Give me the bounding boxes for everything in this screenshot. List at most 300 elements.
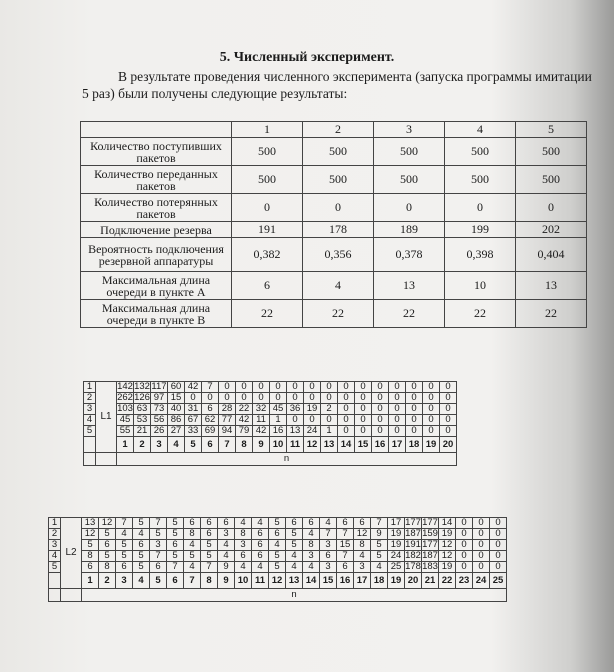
grid-cell: 5 (269, 551, 286, 562)
index-cell: 2 (134, 437, 151, 453)
intro-paragraph: В результате проведения численного эксперимента (запуска программы имитации 5 раз) были получены следующие результаты: (82, 69, 592, 101)
grid-cell: 6 (201, 518, 218, 529)
results-header-row (81, 122, 587, 138)
results-row-label: Вероятность подключения резервной аппаратуры (81, 238, 232, 272)
grid-cell: 6 (286, 518, 303, 529)
grid-cell: 262 (117, 392, 133, 403)
grid-cell: 0 (456, 529, 473, 540)
results-row-label: Количество поступивших пакетов (81, 138, 232, 166)
grid-axis-row (84, 453, 457, 466)
grid-cell: 0 (473, 518, 490, 529)
grid-cell: 8 (303, 540, 320, 551)
grid-cell: 4 (286, 551, 303, 562)
grid-cell: 182 (405, 550, 421, 561)
results-cell: 500 (232, 138, 303, 166)
run-number: 3 (49, 540, 61, 551)
grid-cell: 7 (150, 551, 167, 562)
index-cell: 18 (406, 437, 423, 453)
grid-cell: 4 (184, 540, 201, 551)
grid-cell: 117 (151, 381, 167, 392)
grid-row (84, 382, 457, 393)
results-row (81, 138, 587, 166)
grid-cell: 0 (473, 529, 490, 540)
grid-cell: 0 (440, 426, 457, 437)
results-cell: 0,398 (445, 238, 516, 272)
grid-cell: 13 (287, 426, 304, 437)
grid-cell: 0 (490, 551, 507, 562)
results-cell: 22 (303, 300, 374, 328)
run-number: 5 (84, 426, 96, 437)
index-cell: 6 (167, 573, 184, 589)
grid-cell: 5 (99, 551, 116, 562)
results-cell: 22 (516, 300, 587, 328)
grid-cell: 0 (372, 426, 389, 437)
grid-cell: 24 (388, 551, 405, 562)
grid-cell: 4 (286, 562, 303, 573)
grid-cell: 73 (151, 404, 168, 415)
index-cell: 17 (389, 437, 406, 453)
grid-cell: 5 (99, 529, 116, 540)
grid-cell: 5 (167, 518, 184, 529)
results-cell: 199 (445, 222, 516, 238)
grid-cell: 0 (372, 404, 389, 415)
grid-cell: 0 (490, 562, 507, 573)
grid-cell: 0 (236, 393, 253, 404)
grid-cell: 32 (253, 404, 270, 415)
grid-cell: 4 (371, 562, 388, 573)
grid-cell: 6 (184, 518, 201, 529)
results-cell: 500 (232, 166, 303, 194)
results-row-label: Количество переданных пакетов (81, 166, 232, 194)
grid-cell: 0 (287, 415, 304, 426)
grid-cell: 6 (320, 551, 337, 562)
index-cell: 5 (150, 573, 167, 589)
grid-cell: 0 (406, 426, 423, 437)
grid-cell: 6 (201, 529, 218, 540)
grid-cell: 15 (168, 393, 185, 404)
grid-cell: 177 (422, 517, 438, 528)
index-cell: 22 (439, 573, 456, 589)
grid-cell: 4 (252, 518, 269, 529)
grid-cell: 4 (218, 540, 235, 551)
grid-cell: 0 (389, 415, 406, 426)
grid-cell: 55 (117, 426, 134, 437)
grid-axis-row (49, 589, 507, 602)
grid-cell: 53 (134, 415, 151, 426)
grid-cell: 7 (116, 518, 133, 529)
axis-spacer-cell (61, 589, 82, 602)
grid-cell: 5 (286, 540, 303, 551)
grid-cell: 191 (405, 539, 421, 550)
grid-cell: 0 (423, 404, 440, 415)
axis-label: n (82, 589, 507, 602)
grid-cell: 0 (338, 426, 355, 437)
results-column-header: 1 (232, 122, 303, 138)
results-cell: 0 (232, 194, 303, 222)
grid-cell: 177 (405, 517, 421, 528)
results-row-label: Количество потерянных пакетов (81, 194, 232, 222)
grid-cell: 0 (423, 415, 440, 426)
grid-cell: 0 (440, 382, 457, 393)
grid-cell: 5 (116, 540, 133, 551)
grid-cell: 0 (456, 562, 473, 573)
run-number: 3 (84, 404, 96, 415)
grid-cell: 4 (116, 529, 133, 540)
index-cell: 4 (168, 437, 185, 453)
queue-table-l2 (48, 517, 507, 602)
grid-cell: 0 (406, 393, 423, 404)
grid-cell: 42 (253, 426, 270, 437)
grid-cell: 9 (371, 529, 388, 540)
grid-cell: 0 (440, 393, 457, 404)
results-cell: 0 (516, 194, 587, 222)
grid-cell: 36 (287, 404, 304, 415)
grid-cell: 14 (439, 518, 456, 529)
grid-cell: 40 (168, 404, 185, 415)
grid-cell: 19 (388, 529, 405, 540)
grid-cell: 5 (167, 551, 184, 562)
grid-cell: 12 (439, 551, 456, 562)
grid-cell: 4 (303, 529, 320, 540)
grid-cell: 28 (219, 404, 236, 415)
index-cell: 4 (133, 573, 150, 589)
grid-cell: 4 (235, 562, 252, 573)
grid-cell: 3 (150, 540, 167, 551)
grid-cell: 0 (355, 426, 372, 437)
grid-cell: 45 (270, 404, 287, 415)
index-cell: 9 (218, 573, 235, 589)
grid-cell: 7 (337, 551, 354, 562)
grid-cell: 7 (320, 529, 337, 540)
grid-cell: 4 (354, 551, 371, 562)
grid-cell: 6 (116, 562, 133, 573)
grid-cell: 0 (406, 404, 423, 415)
series-label: L2 (61, 518, 82, 589)
grid-cell: 5 (133, 518, 150, 529)
results-cell: 22 (374, 300, 445, 328)
grid-cell: 0 (355, 404, 372, 415)
grid-cell: 19 (439, 562, 456, 573)
index-corner-cell (49, 573, 61, 589)
grid-row (84, 415, 457, 426)
grid-cell: 142 (117, 381, 133, 392)
results-cell: 189 (374, 222, 445, 238)
axis-corner-cell (84, 453, 96, 466)
grid-row (49, 540, 507, 551)
grid-row (84, 393, 457, 404)
grid-cell: 67 (185, 415, 202, 426)
grid-cell: 3 (320, 562, 337, 573)
grid-cell: 0 (202, 393, 219, 404)
grid-cell: 4 (184, 562, 201, 573)
grid-cell: 7 (202, 382, 219, 393)
index-cell: 7 (219, 437, 236, 453)
grid-cell: 5 (150, 529, 167, 540)
grid-cell: 0 (490, 529, 507, 540)
grid-cell: 6 (252, 551, 269, 562)
grid-cell: 0 (219, 382, 236, 393)
grid-cell: 12 (99, 518, 116, 529)
run-number: 1 (49, 518, 61, 529)
grid-cell: 27 (168, 426, 185, 437)
results-cell: 22 (232, 300, 303, 328)
grid-cell: 33 (185, 426, 202, 437)
index-cell: 23 (456, 573, 473, 589)
results-cell: 0,378 (374, 238, 445, 272)
index-cell: 7 (184, 573, 201, 589)
grid-cell: 0 (423, 382, 440, 393)
grid-cell: 0 (338, 393, 355, 404)
grid-cell: 5 (82, 540, 99, 551)
grid-cell: 4 (218, 551, 235, 562)
grid-cell: 19 (388, 540, 405, 551)
index-cell: 20 (405, 573, 422, 589)
grid-row (49, 529, 507, 540)
index-cell: 19 (423, 437, 440, 453)
grid-cell: 6 (252, 529, 269, 540)
grid-cell: 187 (405, 528, 421, 539)
results-cell: 10 (445, 272, 516, 300)
grid-cell: 0 (490, 518, 507, 529)
grid-cell: 126 (134, 392, 150, 403)
index-cell: 14 (303, 573, 320, 589)
index-cell: 13 (286, 573, 303, 589)
grid-row (49, 551, 507, 562)
grid-cell: 6 (303, 518, 320, 529)
grid-cell: 5 (167, 529, 184, 540)
grid-cell: 8 (82, 551, 99, 562)
index-cell: 14 (338, 437, 355, 453)
grid-cell: 178 (405, 561, 421, 572)
results-row (81, 166, 587, 194)
results-row (81, 300, 587, 328)
section-heading: 5. Численный эксперимент. (219, 50, 395, 65)
index-cell: 20 (440, 437, 457, 453)
grid-cell: 0 (185, 393, 202, 404)
grid-cell: 97 (151, 393, 168, 404)
grid-index-row (84, 437, 457, 453)
results-row (81, 194, 587, 222)
grid-cell: 77 (219, 415, 236, 426)
grid-cell: 3 (320, 540, 337, 551)
grid-cell: 159 (422, 528, 438, 539)
grid-cell: 0 (355, 415, 372, 426)
grid-cell: 12 (82, 529, 99, 540)
results-cell: 0,404 (516, 238, 587, 272)
grid-cell: 5 (371, 551, 388, 562)
index-cell: 8 (201, 573, 218, 589)
results-row (81, 238, 587, 272)
grid-cell: 12 (354, 529, 371, 540)
index-cell: 21 (422, 573, 439, 589)
grid-cell: 9 (218, 562, 235, 573)
grid-cell: 0 (253, 382, 270, 393)
results-cell: 13 (516, 272, 587, 300)
results-cell: 0 (303, 194, 374, 222)
index-cell: 1 (117, 437, 134, 453)
grid-cell: 6 (218, 518, 235, 529)
results-cell: 4 (303, 272, 374, 300)
index-cell: 5 (185, 437, 202, 453)
grid-cell: 6 (82, 562, 99, 573)
grid-cell: 5 (269, 518, 286, 529)
index-cell: 25 (490, 573, 507, 589)
index-corner-cell (84, 437, 96, 453)
results-cell: 500 (303, 166, 374, 194)
grid-cell: 22 (236, 404, 253, 415)
index-cell: 24 (473, 573, 490, 589)
grid-cell: 6 (269, 529, 286, 540)
grid-cell: 0 (304, 382, 321, 393)
results-cell: 500 (374, 138, 445, 166)
grid-cell: 4 (252, 562, 269, 573)
grid-cell: 0 (456, 518, 473, 529)
index-cell: 16 (372, 437, 389, 453)
index-cell: 11 (252, 573, 269, 589)
queue-table-l1 (83, 381, 457, 466)
index-cell: 15 (355, 437, 372, 453)
grid-cell: 63 (134, 404, 151, 415)
index-cell: 19 (388, 573, 405, 589)
grid-cell: 7 (201, 562, 218, 573)
axis-corner-cell (49, 589, 61, 602)
grid-cell: 0 (372, 393, 389, 404)
grid-cell: 0 (355, 393, 372, 404)
grid-cell: 6 (337, 518, 354, 529)
results-cell: 0,382 (232, 238, 303, 272)
grid-cell: 0 (304, 393, 321, 404)
grid-cell: 5 (133, 562, 150, 573)
grid-cell: 45 (117, 415, 134, 426)
results-row-label: Максимальная длина очереди в пункте А (81, 272, 232, 300)
grid-cell: 8 (235, 529, 252, 540)
grid-cell: 42 (185, 382, 202, 393)
grid-cell: 177 (422, 539, 438, 550)
grid-cell: 69 (202, 426, 219, 437)
grid-cell: 0 (321, 393, 338, 404)
grid-cell: 0 (389, 382, 406, 393)
results-cell: 22 (445, 300, 516, 328)
grid-cell: 0 (423, 393, 440, 404)
series-label: L1 (96, 382, 117, 453)
index-cell: 8 (236, 437, 253, 453)
index-cell: 15 (320, 573, 337, 589)
grid-cell: 86 (168, 415, 185, 426)
index-cell: 11 (287, 437, 304, 453)
grid-cell: 0 (389, 404, 406, 415)
grid-cell: 62 (202, 415, 219, 426)
grid-cell: 187 (422, 550, 438, 561)
grid-cell: 0 (440, 404, 457, 415)
results-column-header: 5 (516, 122, 587, 138)
run-number: 2 (84, 393, 96, 404)
index-cell: 3 (116, 573, 133, 589)
grid-cell: 0 (456, 551, 473, 562)
grid-cell: 0 (355, 382, 372, 393)
grid-cell: 4 (303, 562, 320, 573)
grid-cell: 0 (406, 382, 423, 393)
grid-cell: 6 (202, 404, 219, 415)
grid-cell: 5 (201, 551, 218, 562)
grid-cell: 0 (473, 551, 490, 562)
grid-cell: 4 (235, 518, 252, 529)
grid-cell: 13 (82, 518, 99, 529)
grid-cell: 0 (338, 404, 355, 415)
results-cell: 6 (232, 272, 303, 300)
grid-cell: 0 (372, 415, 389, 426)
run-number: 2 (49, 529, 61, 540)
index-cell: 17 (354, 573, 371, 589)
grid-cell: 6 (167, 540, 184, 551)
results-cell: 13 (374, 272, 445, 300)
grid-cell: 5 (116, 551, 133, 562)
index-cell: 6 (202, 437, 219, 453)
results-cell: 0 (374, 194, 445, 222)
grid-cell: 6 (235, 551, 252, 562)
grid-cell: 1 (270, 415, 287, 426)
grid-index-row (49, 573, 507, 589)
index-cell: 1 (82, 573, 99, 589)
grid-cell: 0 (490, 540, 507, 551)
grid-cell: 0 (338, 382, 355, 393)
grid-cell: 0 (389, 393, 406, 404)
grid-cell: 2 (321, 404, 338, 415)
grid-cell: 5 (269, 562, 286, 573)
grid-cell: 19 (439, 529, 456, 540)
results-cell: 500 (445, 166, 516, 194)
grid-cell: 3 (218, 529, 235, 540)
grid-cell: 0 (389, 426, 406, 437)
grid-cell: 7 (371, 518, 388, 529)
axis-label: n (117, 453, 457, 466)
grid-cell: 0 (270, 393, 287, 404)
grid-cell: 21 (134, 426, 151, 437)
index-cell: 10 (270, 437, 287, 453)
grid-cell: 0 (473, 540, 490, 551)
grid-cell: 6 (133, 540, 150, 551)
grid-row (84, 426, 457, 437)
results-cell: 500 (516, 138, 587, 166)
run-number: 4 (84, 415, 96, 426)
grid-cell: 7 (150, 518, 167, 529)
grid-cell: 0 (440, 415, 457, 426)
results-row (81, 272, 587, 300)
index-cell: 10 (235, 573, 252, 589)
grid-cell: 0 (372, 382, 389, 393)
index-cell: 9 (253, 437, 270, 453)
index-cell: 2 (99, 573, 116, 589)
grid-cell: 3 (303, 551, 320, 562)
grid-cell: 8 (354, 540, 371, 551)
grid-cell: 15 (337, 540, 354, 551)
results-cell: 500 (374, 166, 445, 194)
grid-cell: 26 (151, 426, 168, 437)
grid-cell: 0 (287, 382, 304, 393)
grid-cell: 183 (422, 561, 438, 572)
grid-cell: 6 (150, 562, 167, 573)
grid-cell: 0 (270, 382, 287, 393)
grid-cell: 0 (219, 393, 236, 404)
grid-cell: 7 (337, 529, 354, 540)
grid-cell: 6 (354, 518, 371, 529)
grid-cell: 0 (321, 382, 338, 393)
grid-cell: 5 (371, 540, 388, 551)
results-row-label: Максимальная длина очереди в пункте В (81, 300, 232, 328)
index-cell: 12 (269, 573, 286, 589)
grid-cell: 56 (151, 415, 168, 426)
grid-cell: 6 (252, 540, 269, 551)
grid-cell: 31 (185, 404, 202, 415)
